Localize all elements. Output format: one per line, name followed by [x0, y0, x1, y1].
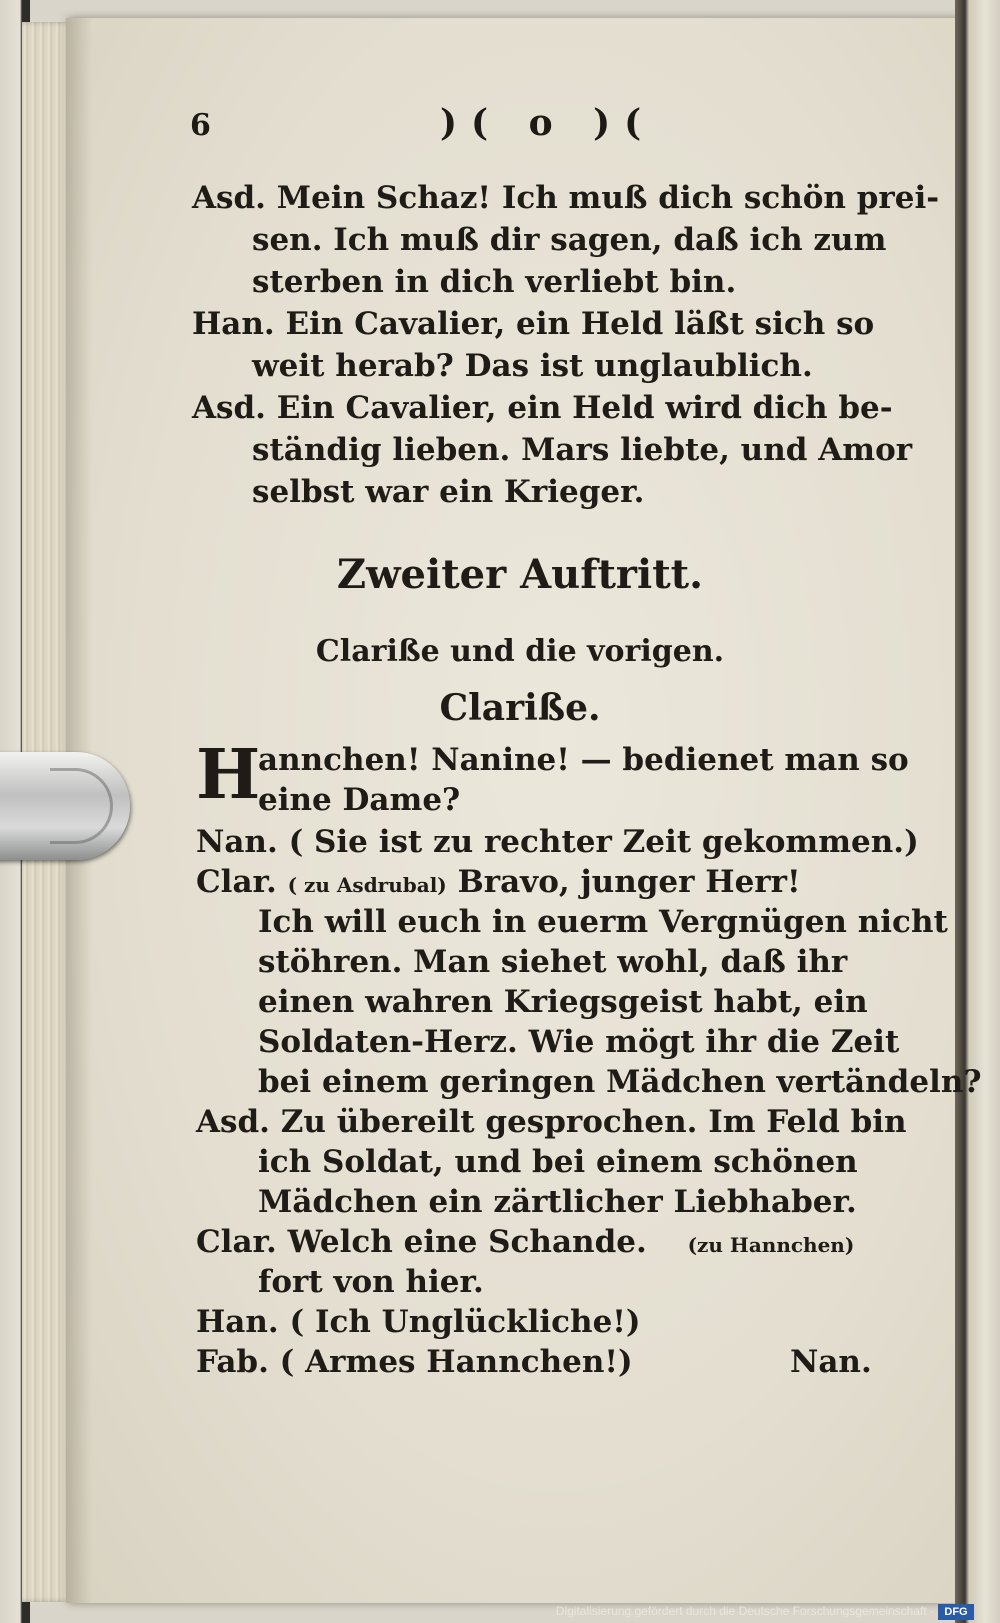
stage-direction: (zu Hannchen)	[687, 1233, 855, 1257]
stage-direction: ( zu Asdrubal)	[287, 873, 447, 897]
dialogue-line: annchen! Nanine! — bedienet man so	[258, 742, 909, 778]
dialogue-line: einen wahren Kriegsgeist habt, ein	[258, 984, 868, 1020]
speaker-label: Clar.	[196, 864, 277, 900]
scene-title: Zweiter Auftritt.	[336, 551, 704, 598]
dialogue-line	[192, 178, 939, 218]
header-ornament: )( o )(	[440, 102, 656, 144]
speaker-label: Asd.	[192, 390, 266, 426]
drop-cap: H	[196, 735, 261, 815]
speaker-label: Asd.	[192, 180, 266, 216]
dfg-logo: DFG	[938, 1604, 974, 1620]
dialogue-line	[196, 862, 801, 905]
page-number: 6	[190, 108, 211, 143]
line-text: ( Sie ist zu rechter Zeit gekommen.)	[288, 824, 919, 860]
speaker-label: Fab.	[196, 1344, 269, 1380]
line-text: Bravo, junger Herr!	[457, 864, 801, 900]
line-text: Ein Cavalier, ein Held läßt sich so	[285, 306, 875, 342]
dialogue-line: bei einem geringen Mädchen vertändeln?	[258, 1064, 982, 1100]
line-text: ( Armes Hannchen!)	[279, 1344, 633, 1380]
dialogue-line	[196, 1102, 907, 1142]
dialogue-line: ständig lieben. Mars liebte, und Amor	[252, 432, 913, 468]
dialogue-line: selbst war ein Krieger.	[252, 474, 645, 510]
digitization-credit: Digitalisierung gefördert durch die Deutsche Forschungsgemeinschaft -	[555, 1604, 934, 1618]
dialogue-line: Soldaten-Herz. Wie mögt ihr die Zeit	[258, 1024, 900, 1060]
dialogue-line: sen. Ich muß dir sagen, daß ich zum	[252, 222, 887, 258]
clip-loop	[50, 768, 113, 844]
line-text: Mein Schaz! Ich muß dich schön prei-	[276, 180, 940, 216]
line-text: ( Ich Unglückliche!)	[289, 1304, 641, 1340]
scene-characters: Clariße und die vorigen.	[315, 634, 725, 669]
dialogue-line: Mädchen ein zärtlicher Liebhaber.	[258, 1184, 857, 1220]
speaker-label: Han.	[196, 1304, 279, 1340]
dialogue-line: fort von hier.	[258, 1264, 484, 1300]
speaker-label: Clar.	[196, 1224, 277, 1260]
dialogue-line: sterben in dich verliebt bin.	[252, 264, 737, 300]
dialogue-line: ich Soldat, und bei einem schönen	[258, 1144, 858, 1180]
dialogue-line	[196, 1222, 854, 1265]
book-clip	[0, 752, 130, 860]
speaker-label: Asd.	[196, 1104, 270, 1140]
scene-speaker: Clariße.	[439, 687, 601, 729]
dialogue-line: Ich will euch in euerm Vergnügen nicht	[258, 904, 948, 940]
dialogue-line: weit herab? Das ist unglaublich.	[252, 348, 813, 384]
speaker-label: Nan.	[196, 824, 278, 860]
line-text: Ein Cavalier, ein Held wird dich be-	[276, 390, 893, 426]
dialogue-line	[196, 822, 919, 862]
line-text: Welch eine Schande.	[287, 1224, 647, 1260]
dialogue-line	[196, 1342, 633, 1382]
dialogue-line	[192, 388, 893, 428]
catchword: Nan.	[790, 1344, 872, 1380]
dialogue-line	[196, 1302, 641, 1342]
speaker-label: Han.	[192, 306, 275, 342]
line-text: Zu übereilt gesprochen. Im Feld bin	[280, 1104, 907, 1140]
right-gutter	[955, 0, 1000, 1623]
dialogue-line	[192, 304, 874, 344]
dialogue-line: eine Dame?	[258, 782, 461, 818]
dialogue-line: stöhren. Man siehet wohl, daß ihr	[258, 944, 848, 980]
